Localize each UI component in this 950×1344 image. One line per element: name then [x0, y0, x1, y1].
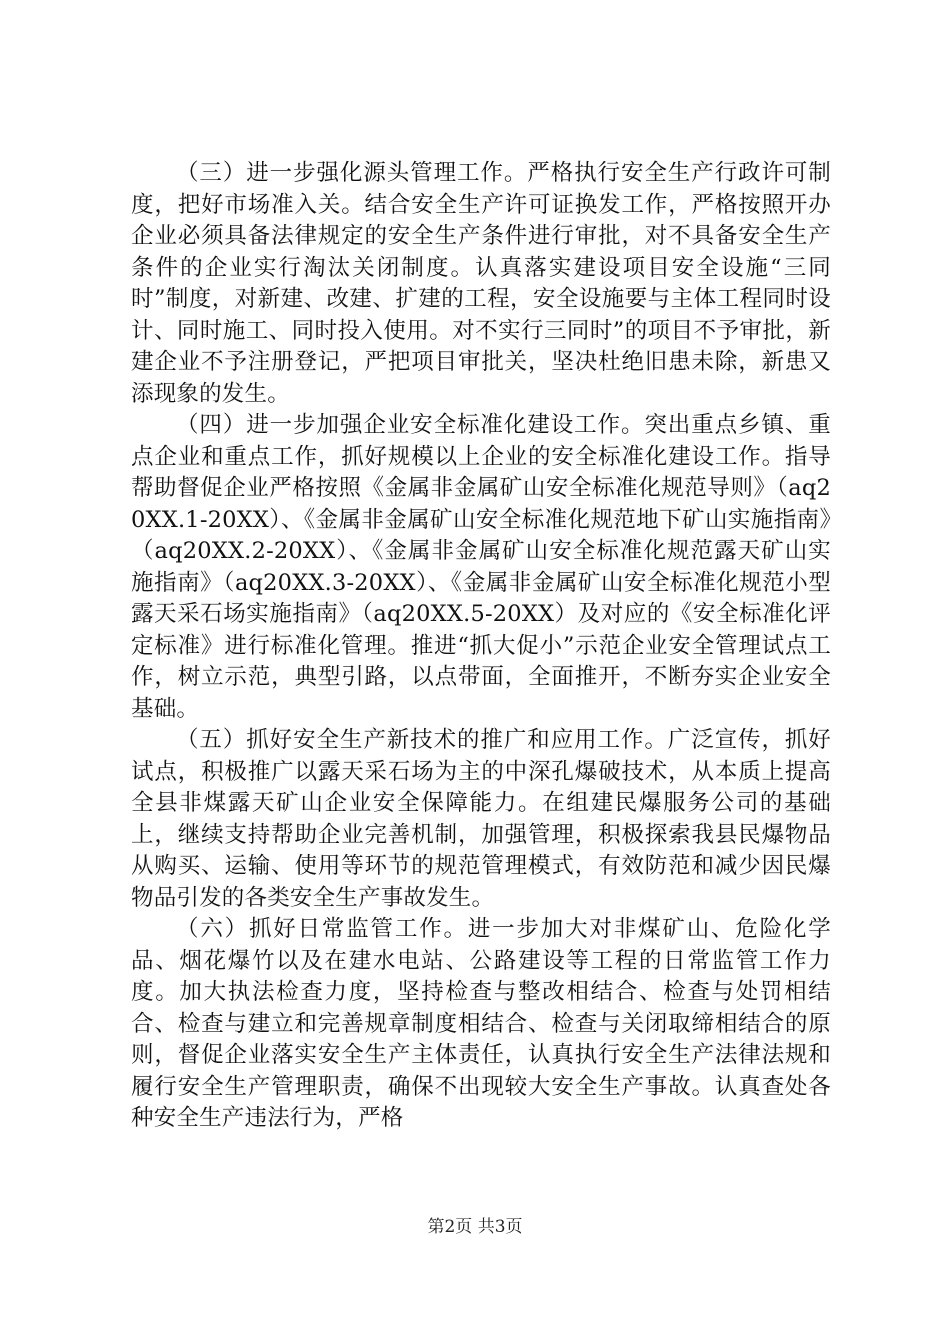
paragraph-section-6: （六）抓好日常监管工作。进一步加大对非煤矿山、危险化学品、烟花爆竹以及在建水电站、公路建设等工程的日常监管工作力度。加大执法检查力度，坚持检查与整改相结合、检查与处罚相结合、检查与建立和完善规章制度相结合、检查与关闭取缔相结合的原则，督促企业落实安全生产主体责任，认真执行安全生产法律法规和履行安全生产管理职责，确保不出现较大安全生产事故。认真查处各种安全生产违法行为，严格: [131, 916, 831, 1131]
paragraph-section-5: （五）抓好安全生产新技术的推广和应用工作。广泛宣传，抓好试点，积极推广以露天采石场为主的中深孔爆破技术，从本质上提高全县非煤露天矿山企业安全保障能力。在组建民爆服务公司的基础上，继续支持帮助企业完善机制，加强管理，积极探索我县民爆物品从购买、运输、使用等环节的规范管理模式，有效防范和减少因民爆物品引发的各类安全生产事故发生。: [131, 727, 831, 911]
document-body: [131, 158, 831, 1135]
page-number-footer: 第2页 共3页: [427, 1217, 523, 1237]
paragraph-section-4: （四）进一步加强企业安全标准化建设工作。突出重点乡镇、重点企业和重点工作，抓好规模以上企业的安全标准化建设工作。指导帮助督促企业严格按照《金属非金属矿山安全标准化规范导则》（aq20XX.1-20XX）、《金属非金属矿山安全标准化规范地下矿山实施指南》（aq20XX.2-20XX）、《金属非金属矿山安全标准化规范露天矿山实施指南》（aq20XX.3-20XX）、《金属非金属矿山安全标准化规范小型露天采石场实施指南》（aq20XX.5-20XX）及对应的《安全标准化评定标准》进行标准化管理。推进“抓大促小”示范企业安全管理试点工作，树立示范，典型引路，以点带面，全面推开，不断夯实企业安全基础。: [131, 412, 831, 722]
paragraph-section-3: （三）进一步强化源头管理工作。严格执行安全生产行政许可制度，把好市场准入关。结合安全生产许可证换发工作，严格按照开办企业必须具备法律规定的安全生产条件进行审批，对不具备安全生产条件的企业实行淘汰关闭制度。认真落实建设项目安全设施“三同时”制度，对新建、改建、扩建的工程，安全设施要与主体工程同时设计、同时施工、同时投入使用。对不实行三同时”的项目不予审批，新建企业不予注册登记，严把项目审批关，坚决杜绝旧患未除，新患又添现象的发生。: [131, 160, 831, 407]
